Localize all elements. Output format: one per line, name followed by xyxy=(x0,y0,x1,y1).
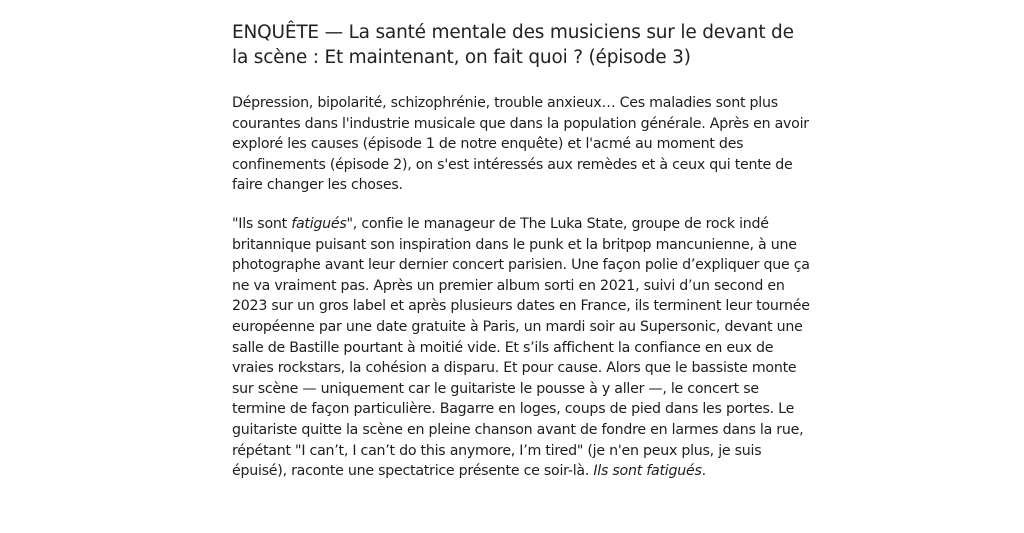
article xyxy=(232,20,812,482)
article-body-paragraph xyxy=(232,214,812,482)
article-lead: Dépression, bipolarité, schizophrénie, trouble anxieux… Ces maladies sont plus courantes dans l'industrie musicale que dans la population générale. Après en avoir exploré les causes (épisode 1 de notre enquête) et l'acmé au moment des confinements (épisode 2), on s'est intéressés aux remèdes et à ceux qui tente de faire changer les choses. xyxy=(232,95,809,194)
quote-open: "Ils sont xyxy=(232,215,292,232)
quote-close: " xyxy=(346,215,353,232)
article-title: ENQUÊTE — La santé mentale des musiciens sur le devant de la scène : Et maintenant, on fait quoi ? (épisode 3) xyxy=(232,22,794,68)
closing-end: . xyxy=(701,463,706,480)
body-text: , confie le manageur de The Luka State, groupe de rock indé britannique puisant son inspiration dans le punk et la britpop mancunienne, à une photographe avant leur dernier concert parisien. Une façon polie d’expliquer que ça ne va vraiment pas. Après un premier album sorti en 2021, suivi d’un second en 2023 sur un gros label et après plusieurs dates en France, ils terminent leur tournée européenne par une date gratuite à Paris, un mardi soir au Supersonic, devant une salle de Bastille pourtant à moitié vide. Et s’ils affichent la confiance en eux de vraies rockstars, la cohésion a disparu. Et pour cause. Alors que le bassiste monte sur scène — uniquement car le guitariste le pousse à y aller —, le concert se termine de façon particulière. Bagarre en loges, coups de pied dans les portes. Le guitariste quitte la scène en pleine chanson avant de fondre en larmes dans la rue, répétant "I can’t, I can’t do this anymore, I’m tired" (je n'en peux plus, je suis épuisé), raconte une spectatrice présente ce soir-là. xyxy=(232,215,810,480)
closing-italic: Ils sont fatigués xyxy=(593,463,702,480)
quote-italic: fatigués xyxy=(291,215,347,232)
